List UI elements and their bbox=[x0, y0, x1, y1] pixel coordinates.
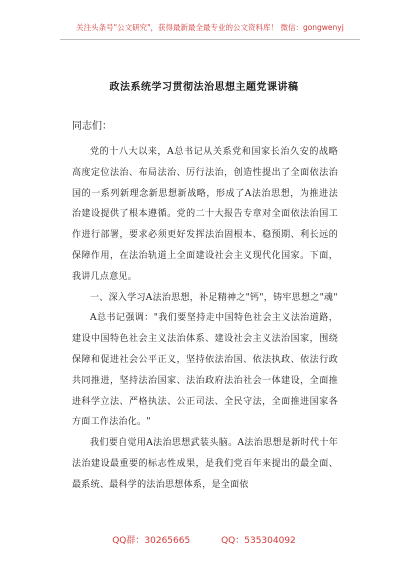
document-title: 政法系统学习贯彻法治思想主题党课讲稿 bbox=[109, 82, 299, 93]
footer-contact bbox=[0, 533, 408, 546]
salutation: 同志们： bbox=[72, 121, 112, 132]
footer-qq: QQ：535304092 bbox=[221, 536, 296, 546]
paragraph-body: 我们要自觉用A法治思想武装头脑。A法治思想是新时代十年法治建设最重要的标志性成果，是我们党百年来提出的最全面、最系统、最科学的法治思想体系，是全面依 bbox=[72, 438, 338, 490]
paragraph-intro: 党的十八大以来，A总书记从关系党和国家长治久安的战略高度定位法治、布局法治、厉行法治，创造性提出了全面依法治国的一系列新理念新思想新战略，形成了A法治思想，为推进法治建设提供了根本遵循。党的二十大报告专章对全面依法治国工作进行部署，要求必须更好发挥法治固根本、稳预期、利长远的保障作用，在法治轨道上全面建设社会主义现代化国家。下面，我讲几点意见。 bbox=[72, 147, 338, 282]
paragraph-quote: A总书记强调："我们要坚持走中国特色社会主义法治道路，建设中国特色社会主义法治体系、建设社会主义法治国家，围绕保障和促进社会公平正义，坚持依法治国、依法执政、依法行政共同推进，坚持法治国家、法治政府法治社会一体建设，全面推进科学立法、严格执法、公正司法、全民守法，全面推进国家各方面工作法治化。" bbox=[72, 313, 338, 428]
header-notice: 关注头条号"公文研究"，获得最新最全最专业的公文资料库！ 微信：gongwenyj bbox=[60, 22, 360, 40]
footer-qq-group: QQ群：30265665 bbox=[112, 536, 191, 546]
section-heading-1: 一、深入学习A法治思想，补足精神之"钙"，铸牢思想之"魂" bbox=[90, 292, 338, 303]
document-body bbox=[72, 118, 338, 496]
